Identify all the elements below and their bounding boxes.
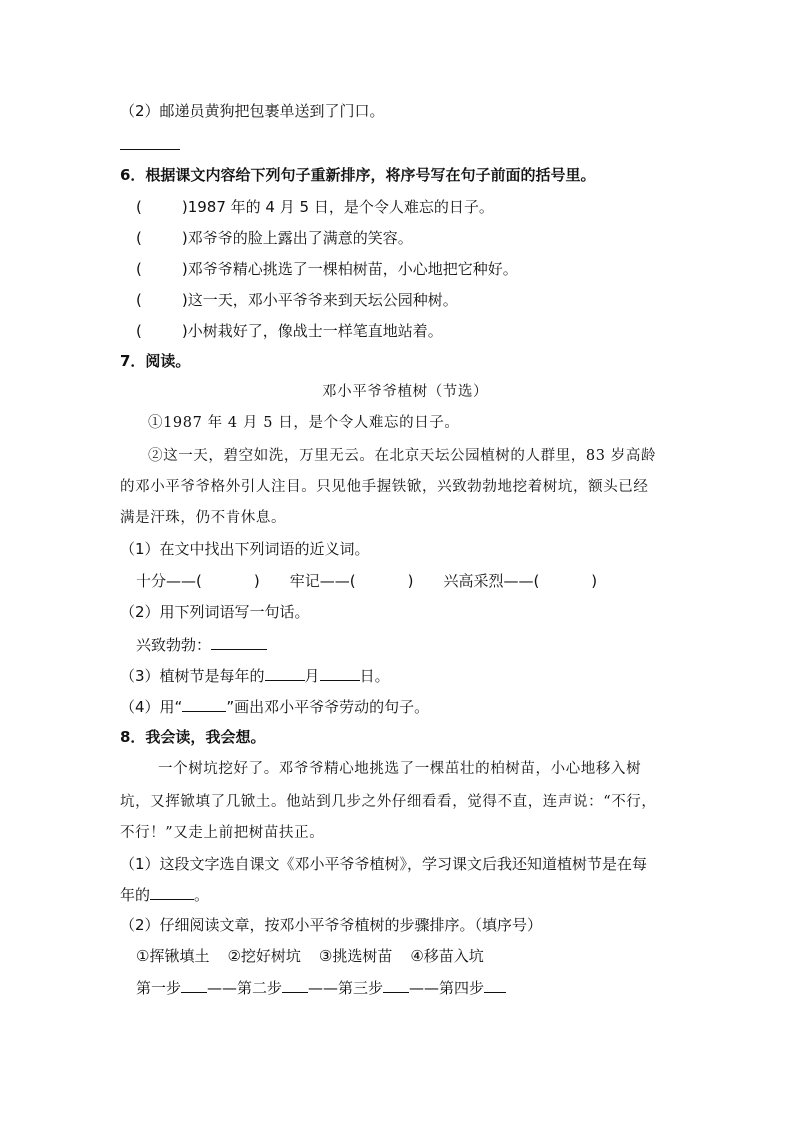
- q8-sub-1-line-1: （1）这段文字选自课文《邓小平爷爷植树》，学习课文后我还知道植树节是在每: [120, 855, 648, 873]
- q7-sub-4-post: ”画出邓小平爷爷劳动的句子。: [226, 698, 430, 716]
- option-2: ②挖好树坑: [227, 947, 301, 965]
- paren-open: (: [136, 198, 142, 216]
- q7-title: 7．阅读。: [120, 352, 191, 370]
- q6-item-text: 这一天，邓小平爷爷来到天坛公园种树。: [187, 291, 458, 309]
- paren-close: ): [181, 229, 188, 247]
- q6-item-text: 邓爷爷精心挑选了一棵柏树苗，小心地把它种好。: [187, 260, 518, 278]
- paren-close: ): [407, 572, 414, 590]
- paren-open: (: [136, 291, 142, 309]
- synonym-row: [136, 571, 597, 591]
- synonym-word-1: 十分——(: [136, 572, 202, 590]
- passage-title: 邓小平爷爷植树（节选）: [322, 384, 489, 400]
- q6-title: 6．根据课文内容给下列句子重新排序，将序号写在句子前面的括号里。: [120, 166, 596, 184]
- day-blank[interactable]: [320, 665, 360, 681]
- sentence-word: 兴致勃勃：: [136, 636, 212, 654]
- paren-close: ): [181, 260, 188, 278]
- paren-open: (: [136, 229, 142, 247]
- q8-sub-1-line-2: [120, 884, 209, 905]
- arbor-day-blank[interactable]: [150, 884, 194, 900]
- q8-title: 8．我会读，我会想。: [120, 728, 266, 746]
- month-label: 月: [304, 667, 320, 685]
- paren-open: (: [136, 260, 142, 278]
- q8-passage-line-1: 一个树坑挖好了。邓爷爷精心地挑选了一棵茁壮的柏树苗，小心地移入树: [158, 761, 642, 777]
- q6-item-text: 邓爷爷的脸上露出了满意的笑容。: [187, 229, 413, 247]
- q8-passage-line-2: 坑，又挥锨填了几锨土。他站到几步之外仔细看看，觉得不直，连声说：“不行，: [120, 794, 657, 810]
- q6-item-text: 1987 年的 4 月 5 日，是个令人难忘的日子。: [187, 198, 494, 216]
- option-1: ①挥锹填土: [136, 947, 210, 965]
- paren-open: (: [136, 322, 142, 340]
- paren-close: ): [591, 572, 598, 590]
- underline-sample: [182, 696, 226, 712]
- sentence-blank[interactable]: [211, 634, 267, 650]
- step-3-blank[interactable]: [383, 977, 409, 993]
- day-label: 日。: [359, 667, 390, 685]
- sentence-row: [136, 634, 267, 655]
- q6-row-2: [136, 228, 413, 248]
- q8-passage-line-3: 不行！”又走上前把树苗扶正。: [120, 825, 325, 841]
- step-3-label: ——第三步: [308, 979, 384, 997]
- step-2-label: ——第二步: [207, 979, 283, 997]
- q7-sub-4-pre: （4）用“: [120, 698, 183, 716]
- paren-close: ): [181, 291, 188, 309]
- q7-sub-2: （2）用下列词语写一句话。: [120, 603, 310, 621]
- passage-paragraph-2-line-3: 满是汗珠，仍不肯休息。: [120, 510, 287, 526]
- q7-sub-3: [120, 665, 390, 686]
- step-options: [136, 946, 484, 966]
- paren-close: ): [181, 198, 188, 216]
- step-1-blank[interactable]: [181, 977, 207, 993]
- q6-row-4: [136, 290, 458, 310]
- q6-row-1: [136, 197, 494, 217]
- step-2-blank[interactable]: [282, 977, 308, 993]
- option-4: ④移苗入坑: [410, 947, 484, 965]
- period: 。: [194, 886, 210, 904]
- q6-item-text: 小树栽好了，像战士一样笔直地站着。: [187, 322, 443, 340]
- paren-close: ): [253, 572, 260, 590]
- paren-close: ): [181, 322, 188, 340]
- option-3: ③挑选树苗: [318, 947, 393, 965]
- q8-sub-2: （2）仔细阅读文章，按邓小平爷爷植树的步骤排序。（填序号）: [120, 916, 543, 934]
- passage-paragraph-1: ①1987 年 4 月 5 日，是个令人难忘的日子。: [148, 415, 460, 431]
- q6-row-3: [136, 259, 518, 279]
- q5-item-2: （2）邮递员黄狗把包裹单送到了门口。: [120, 102, 385, 120]
- answer-line: [120, 149, 180, 150]
- step-1-label: 第一步: [136, 979, 182, 997]
- q7-sub-1: （1）在文中找出下列词语的近义词。: [120, 540, 370, 558]
- step-4-blank[interactable]: [484, 977, 506, 993]
- step-4-label: ——第四步: [409, 979, 485, 997]
- passage-paragraph-2-line-1: ②这一天，碧空如洗，万里无云。在北京天坛公园植树的人群里，83 岁高龄: [148, 448, 657, 464]
- step-order-row: [136, 977, 506, 998]
- passage-paragraph-2-line-2: 的邓小平爷爷格外引人注目。只见他手握铁锨，兴致勃勃地挖着树坑，额头已经: [120, 479, 649, 495]
- q6-row-5: [136, 321, 443, 341]
- q8-sub-1-text: 年的: [120, 886, 151, 904]
- synonym-word-3: 兴高采烈——(: [443, 572, 540, 590]
- synonym-word-2: 牢记——(: [289, 572, 356, 590]
- q7-sub-3-text: （3）植树节是每年的: [120, 667, 265, 685]
- q7-sub-4: [120, 696, 429, 717]
- month-blank[interactable]: [265, 665, 305, 681]
